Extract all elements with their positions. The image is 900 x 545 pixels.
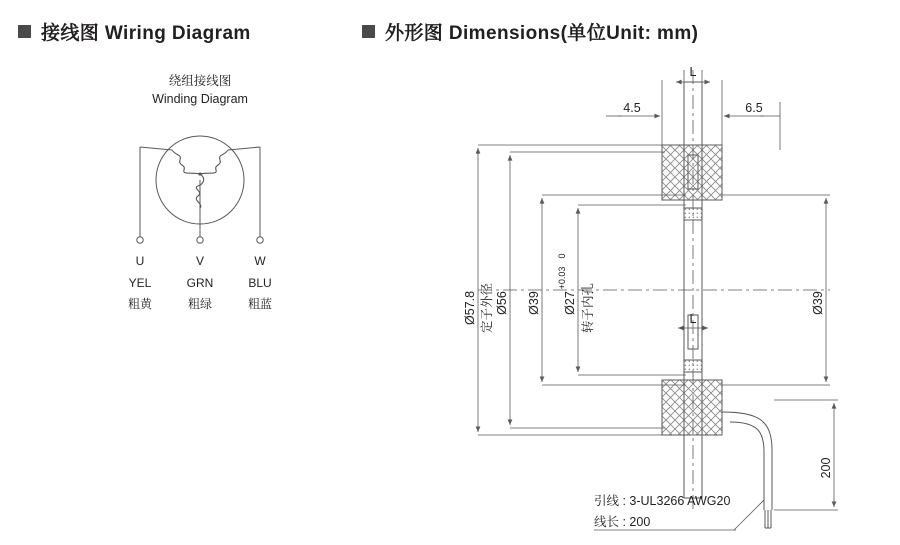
terminal-color-cn-u: 粗黄 [127,297,153,312]
dim-inner-L-value: L [689,312,697,326]
terminal-color-cn-v: 粗绿 [187,297,213,312]
section-title-wiring: 接线图 Wiring Diagram [41,23,251,44]
dimension-drawing [360,60,890,540]
dim-top-left-value: 4.5 [623,101,641,115]
winding-diagram-title-cn: 绕组接线图 [168,74,232,88]
terminal-letter-u: U [135,254,145,269]
bullet-square-icon [362,25,375,38]
dim-d39-left-value: Ø39 [527,291,541,315]
dim-d56-value: Ø56 [495,291,509,315]
terminal-color-en-w: BLU [248,276,272,291]
dim-lead-length-value: 200 [819,457,833,479]
dim-top-right-value: 6.5 [745,101,763,115]
terminal-letter-w: W [254,254,266,269]
lead-note-line2: 线长 : 200 [594,515,651,529]
dim-top-mid-value: L [689,65,697,79]
terminal-color-en-v: GRN [186,276,214,291]
winding-schematic-svg [100,112,300,312]
section-header-wiring [18,18,251,45]
dim-bore-label-cn: 转子内孔 [581,282,595,334]
dim-outer-diameter-label-cn: 定子外径 [480,282,494,334]
terminal-color-en-u: YEL [128,276,152,291]
dim-bore-tolerance-lower: 0 [557,253,567,259]
dimension-drawing-svg [360,60,890,540]
terminal-letter-v: V [195,254,205,269]
dim-d39-right-value: Ø39 [811,291,825,315]
section-title-dimensions: 外形图 Dimensions(单位Unit: mm) [385,23,699,44]
terminal-color-cn-w: 粗蓝 [247,297,273,312]
dim-bore-tolerance-upper: +0.03 [557,266,567,290]
dim-outer-diameter-value: Ø57.8 [463,290,477,326]
wiring-diagram [60,72,340,322]
section-header-dimensions [362,18,698,45]
bullet-square-icon [18,25,31,38]
winding-diagram-title-en: Winding Diagram [152,92,248,107]
dim-bore-value: Ø27 [563,291,577,315]
lead-note-line1: 引线 : 3-UL3266 AWG20 [594,494,731,508]
